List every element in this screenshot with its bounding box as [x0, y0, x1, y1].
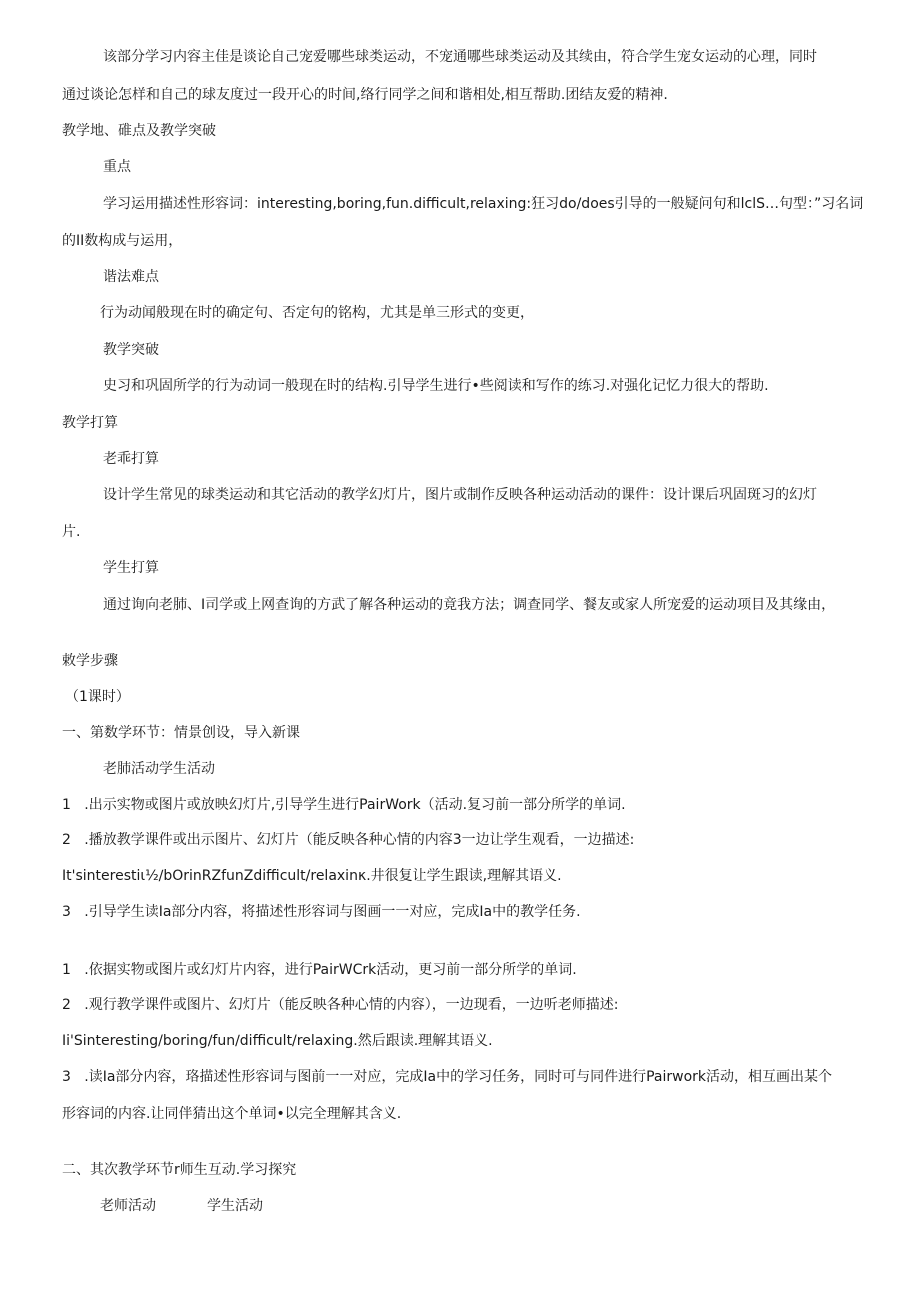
teacher-activity-2: 2 .播放教学课件或出示图片、幻灯片（能反映各种心情的内容3一边让学生观看，一边描述:	[62, 832, 635, 848]
teacher-plan-line-1: 设计学生常见的球类运动和其它活动的教学幻灯片，图片或制作反映各种运动活动的课件：设计课后巩固斑习的幻灯	[103, 487, 817, 503]
teacher-plan-line-2: 片.	[62, 524, 81, 540]
teacher-activity-3: 3 .引导学生读Ia部分内容，将描述性形容词与图画一一对应，完成Ia中的教学任务.	[62, 904, 581, 920]
section-1-title: 一、第数学环节：情景创设，导入新课	[62, 725, 300, 741]
key-points-heading: 重点	[103, 159, 131, 175]
section-2-title: 二、其次教学环节r师生互动.学习探究	[62, 1162, 297, 1178]
student-activity-2-cont: Ii'Sinteresting/boring∕fun∕difficult/relaxing.然后跟读.理解其语义.	[62, 1033, 493, 1049]
student-activity-2: 2 .观行教学课件或图片、幻灯片（能反映各种心情的内容），一边现看，一边听老师描述:	[62, 997, 619, 1013]
breakthrough-text: 史习和巩固所学的行为动词一般现在时的结构.引导学生进行•些阅读和写作的练习.对强化记忆力很大的帮助.	[103, 378, 769, 394]
teacher-column-label: 老师活动	[100, 1198, 156, 1214]
teacher-plan-heading: 老乖打算	[103, 451, 159, 467]
student-plan-text: 通过询向老肺、I司学或上网查询的方武了解各种运动的竟我方法；调查同学、餐友或家人所宠爱的运动项目及其缘由，	[103, 597, 836, 613]
breakthrough-heading: 教学突破	[103, 342, 159, 358]
student-column-label: 学生活动	[207, 1198, 263, 1214]
hard-points-heading: 谐法难点	[103, 269, 159, 285]
steps-heading: 敕学步骤	[62, 653, 118, 669]
teacher-activity-1: 1 .出示实物或图片或放映幻灯片,引导学生进行PairWork（活动.复习前一部分所学的单词.	[62, 797, 626, 813]
intro-line-2: 通过谈论怎样和自己的球友度过一段开心的时间,络行同学之间和谐相处,相互帮助.团结友爱的精神.	[62, 87, 668, 103]
student-plan-heading: 学生打算	[103, 560, 159, 576]
key-points-line-1: 学习运用描述性形容词：interesting,boring,fun.difficult,relaxing:狂习do/does引导的一般疑问句和lclS…句型：”习名词	[103, 196, 864, 212]
activities-header: 老肺活动学生活动	[103, 761, 215, 777]
teacher-activity-2-cont: It'sinterestiι½∕bOrinRZfunZdifficult/relaxinκ.井很复让学生跟读,理解其语义.	[62, 868, 562, 884]
period-label: （1课时）	[65, 689, 130, 705]
intro-line-1: 该部分学习内容主佳是谈论自己宠爱哪些球类运动，不宠通哪些球类运动及其续由，符合学生宠女运动的心理，同时	[103, 49, 817, 65]
hard-points-text: 行为动闻般现在时的确定句、否定句的铭构，尤其是单三形式的变更，	[100, 305, 534, 321]
difficulty-heading: 教学地、碓点及教学突破	[62, 123, 216, 139]
plan-heading: 教学打算	[62, 415, 118, 431]
section-2-columns	[100, 1196, 320, 1216]
key-points-line-2: 的II数构成与运用，	[62, 233, 183, 249]
student-activity-3-cont: 形容词的内容.让同伴猜出这个单词•以完全理解其含义.	[62, 1106, 402, 1122]
student-activity-3: 3 .读Ia部分内容，珞描述性形容词与图前一一对应，完成Ia中的学习任务，同时可与同件进行Pairwork活动，相互画出某个	[62, 1069, 833, 1085]
student-activity-1: 1 .依据实物或图片或幻灯片内容，进行PairWCrk活动，更习前一部分所学的单词.	[62, 962, 577, 978]
